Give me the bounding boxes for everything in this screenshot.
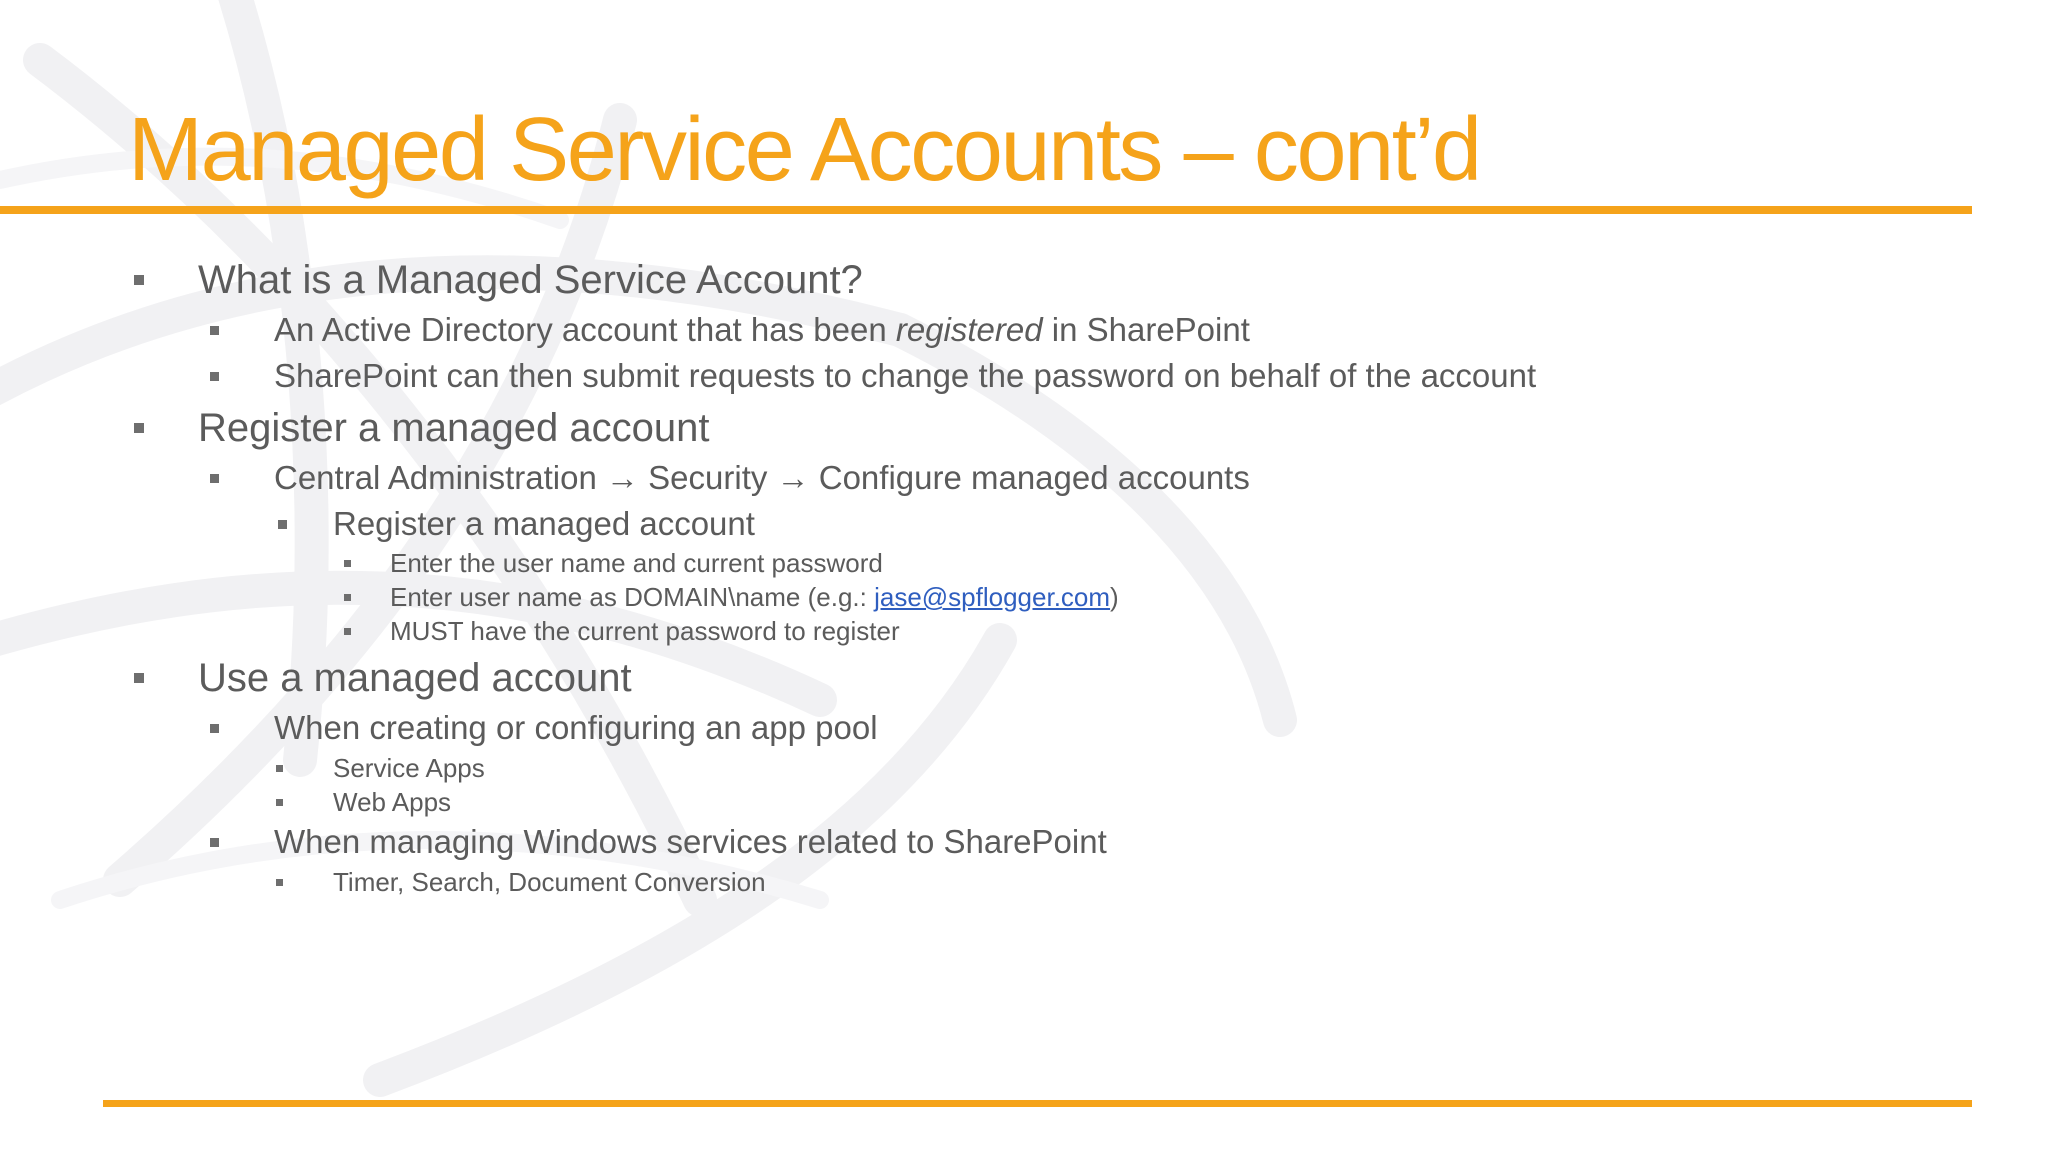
bullet-text: Web Apps	[333, 787, 452, 817]
bullet-square-icon	[210, 326, 219, 335]
bullet-service-apps	[333, 752, 485, 784]
bullet-square-icon	[344, 628, 351, 635]
bullet-text: Enter the user name and current password	[390, 548, 883, 578]
arrow-right-icon: →	[776, 459, 810, 496]
bullet-text: Timer, Search, Document Conversion	[333, 867, 766, 897]
bullet-text: Register a managed account	[198, 406, 710, 450]
bullet-register-sub	[333, 504, 755, 544]
bullet-text: What is a Managed Service Account?	[198, 258, 863, 302]
title-underline-rule	[0, 206, 1972, 214]
bullet-text-pre: Enter user name as DOMAIN\name (e.g.:	[390, 582, 875, 612]
email-link[interactable]: jase@spflogger.com	[874, 582, 1111, 612]
bullet-ad-account	[274, 310, 1250, 350]
bullet-enter-user-name	[390, 547, 883, 579]
bullet-submit-requests	[274, 356, 1536, 396]
bullet-navigation-path	[274, 458, 1250, 498]
bullet-square-icon	[134, 275, 144, 285]
bullet-square-icon	[344, 594, 351, 601]
bullet-app-pool	[274, 708, 878, 748]
arrow-right-icon: →	[606, 459, 639, 496]
bullet-text: MUST have the current password to register	[390, 616, 900, 646]
bullet-square-icon	[276, 799, 283, 806]
bullet-square-icon	[134, 673, 144, 683]
bullet-text-post: in SharePoint	[1042, 311, 1250, 348]
bullet-text: Register a managed account	[333, 505, 755, 542]
bullet-use-managed-account	[198, 654, 632, 702]
slide-title: Managed Service Accounts – cont’d	[128, 100, 1480, 200]
bullet-web-apps	[333, 786, 451, 818]
bullet-register-managed-account	[198, 404, 709, 452]
footer-rule	[103, 1100, 1972, 1107]
bullet-timer-search	[333, 866, 766, 898]
bullet-text-post: )	[1110, 582, 1119, 612]
bullet-square-icon	[276, 879, 283, 886]
bullet-square-icon	[210, 724, 219, 733]
bullet-what-is-msa	[198, 256, 863, 304]
bullet-windows-services	[274, 822, 1107, 862]
bullet-text-emphasis: registered	[895, 311, 1043, 348]
bullet-text: When managing Windows services related to SharePoint	[274, 823, 1107, 860]
bullet-enter-domain-name	[390, 581, 1119, 613]
bullet-square-icon	[210, 372, 219, 381]
bullet-square-icon	[344, 560, 351, 567]
bullet-text: When creating or configuring an app pool	[274, 709, 878, 746]
bullet-square-icon	[210, 838, 219, 847]
bullet-square-icon	[278, 520, 287, 529]
bullet-must-have-password	[390, 615, 900, 647]
bullet-square-icon	[210, 474, 219, 483]
path-configure-managed-accounts: Configure managed accounts	[818, 459, 1250, 496]
path-security: Security	[648, 459, 768, 496]
bullet-square-icon	[134, 423, 144, 433]
bullet-text: Service Apps	[333, 753, 485, 783]
bullet-text: SharePoint can then submit requests to change the password on behalf of the account	[274, 357, 1537, 394]
bullet-text-pre: An Active Directory account that has been	[274, 311, 896, 348]
path-central-administration: Central Administration	[274, 459, 597, 496]
bullet-text: Use a managed account	[198, 656, 632, 700]
bullet-square-icon	[276, 765, 283, 772]
